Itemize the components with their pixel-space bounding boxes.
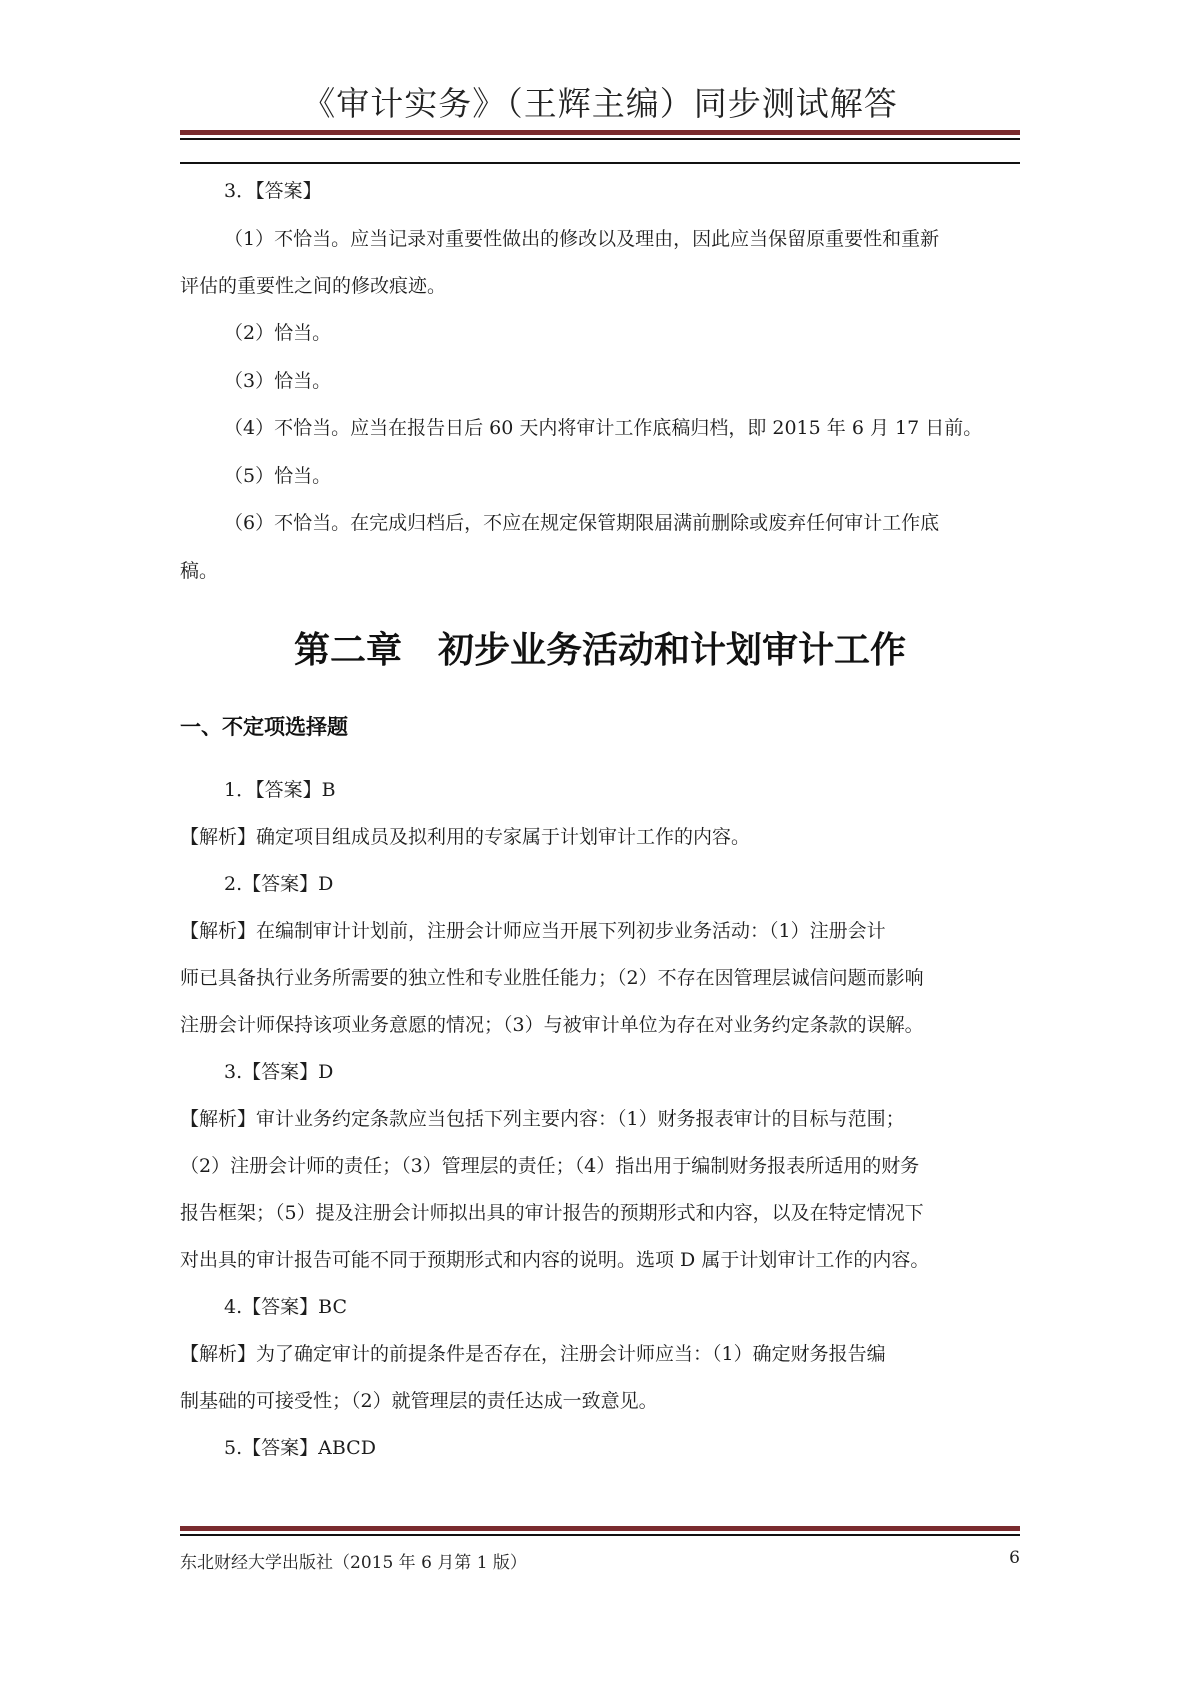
explanation-text: 制基础的可接受性；（2）就管理层的责任达成一致意见。 [180,1390,658,1412]
chapter-title: 第二章 初步业务活动和计划审计工作 [293,630,906,671]
answer-text: （2）恰当。 [224,322,332,344]
header-rule-thick [180,130,1020,135]
header-rule-thin [180,138,1020,140]
answer-heading-5: 5.【答案】ABCD [224,1437,376,1459]
answer-heading-1: 1．【答案】B [224,779,336,801]
explanation-text: 【解析】审计业务约定条款应当包括下列主要内容：（1）财务报表审计的目标与范围； [180,1108,905,1130]
explanation-text: 【解析】在编制审计计划前，注册会计师应当开展下列初步业务活动：（1）注册会计 [180,920,886,942]
footer-rule-thin [180,1534,1020,1536]
explanation-text: 注册会计师保持该项业务意愿的情况；（3）与被审计单位为存在对业务约定条款的误解。 [180,1014,924,1036]
explanation-text: 【解析】为了确定审计的前提条件是否存在，注册会计师应当：（1）确定财务报告编 [180,1343,886,1365]
answer-heading-3: 3.【答案】D [224,1061,334,1083]
answer-text: （3）恰当。 [224,370,332,392]
answer-text: （1）不恰当。应当记录对重要性做出的修改以及理由，因此应当保留原重要性和重新 [224,228,940,250]
answer-text: （4）不恰当。应当在报告日后 60 天内将审计工作底稿归档，即 2015 年 6 月 17 日前。 [224,417,983,439]
answer-heading-3: 3．【答案】 [224,180,322,202]
explanation-text: （2）注册会计师的责任；（3）管理层的责任；（4）指出用于编制财务报表所适用的财务 [180,1155,920,1177]
section-title: 一、不定项选择题 [180,715,348,739]
answer-heading-2: 2.【答案】D [224,873,334,895]
header-rule-black [180,162,1020,164]
page-number: 6 [1009,1548,1020,1568]
explanation-text: 【解析】确定项目组成员及拟利用的专家属于计划审计工作的内容。 [180,826,751,848]
footer-publisher: 东北财经大学出版社（2015 年 6 月第 1 版） [180,1553,527,1573]
explanation-text: 师已具备执行业务所需要的独立性和专业胜任能力；（2）不存在因管理层诚信问题而影响 [180,967,924,989]
answer-text: 稿。 [180,560,219,582]
explanation-text: 对出具的审计报告可能不同于预期形式和内容的说明。选项 D 属于计划审计工作的内容。 [180,1249,930,1271]
answer-text: （5）恰当。 [224,465,332,487]
footer-rule-thick [180,1526,1020,1531]
page-header-title: 《审计实务》（王辉主编）同步测试解答 [302,84,898,123]
explanation-text: 报告框架；（5）提及注册会计师拟出具的审计报告的预期形式和内容，以及在特定情况下 [180,1202,924,1224]
answer-heading-4: 4.【答案】BC [224,1296,347,1318]
answer-text: （6）不恰当。在完成归档后，不应在规定保管期限届满前删除或废弃任何审计工作底 [224,512,940,534]
answer-text: 评估的重要性之间的修改痕迹。 [180,275,447,297]
